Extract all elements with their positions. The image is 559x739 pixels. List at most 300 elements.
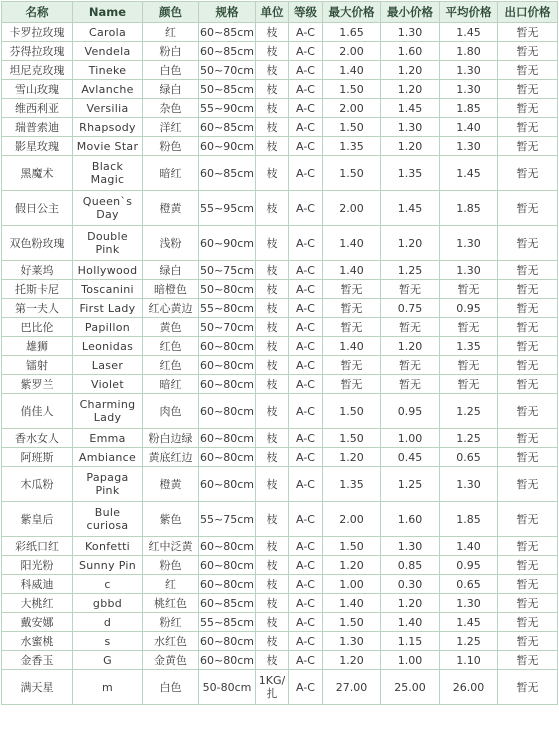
cell-unit: 枝 <box>256 61 289 80</box>
table-row <box>2 429 558 448</box>
cell-export-price: 暂无 <box>498 594 558 613</box>
cell-max-price: 1.35 <box>323 467 381 502</box>
table-row <box>2 575 558 594</box>
cell-name-en: c <box>73 575 143 594</box>
table-row <box>2 594 558 613</box>
cell-unit: 枝 <box>256 337 289 356</box>
cell-spec: 55~80cm <box>199 299 256 318</box>
cell-avg-price: 26.00 <box>440 670 498 705</box>
table-row <box>2 80 558 99</box>
cell-avg-price: 1.30 <box>440 137 498 156</box>
header-spec: 规格 <box>199 2 256 23</box>
cell-unit: 枝 <box>256 575 289 594</box>
cell-max-price: 1.40 <box>323 61 381 80</box>
cell-grade: A-C <box>289 280 323 299</box>
cell-grade: A-C <box>289 467 323 502</box>
cell-export-price: 暂无 <box>498 394 558 429</box>
cell-export-price: 暂无 <box>498 156 558 191</box>
cell-export-price: 暂无 <box>498 651 558 670</box>
table-row <box>2 556 558 575</box>
table-row <box>2 537 558 556</box>
cell-export-price: 暂无 <box>498 448 558 467</box>
cell-name-en: Movie Star <box>73 137 143 156</box>
cell-grade: A-C <box>289 356 323 375</box>
cell-color: 绿白 <box>143 80 199 99</box>
table-row <box>2 42 558 61</box>
cell-max-price: 暂无 <box>323 299 381 318</box>
cell-min-price: 1.60 <box>381 502 440 537</box>
cell-min-price: 1.45 <box>381 99 440 118</box>
cell-name-cn: 芬得拉玫瑰 <box>2 42 73 61</box>
table-row <box>2 226 558 261</box>
cell-color: 绿白 <box>143 261 199 280</box>
cell-color: 粉红 <box>143 613 199 632</box>
table-row <box>2 670 558 705</box>
cell-export-price: 暂无 <box>498 280 558 299</box>
cell-spec: 60~80cm <box>199 337 256 356</box>
cell-export-price: 暂无 <box>498 191 558 226</box>
cell-color: 紫色 <box>143 502 199 537</box>
cell-unit: 枝 <box>256 118 289 137</box>
cell-name-cn: 镭射 <box>2 356 73 375</box>
cell-name-cn: 金香玉 <box>2 651 73 670</box>
cell-min-price: 1.20 <box>381 594 440 613</box>
cell-name-cn: 雄狮 <box>2 337 73 356</box>
cell-avg-price: 1.45 <box>440 613 498 632</box>
cell-min-price: 1.15 <box>381 632 440 651</box>
cell-name-en: m <box>73 670 143 705</box>
cell-unit: 枝 <box>256 80 289 99</box>
cell-unit: 枝 <box>256 394 289 429</box>
cell-export-price: 暂无 <box>498 375 558 394</box>
cell-avg-price: 1.25 <box>440 429 498 448</box>
cell-spec: 60~80cm <box>199 575 256 594</box>
cell-max-price: 2.00 <box>323 502 381 537</box>
cell-name-en: G <box>73 651 143 670</box>
cell-name-cn: 紫罗兰 <box>2 375 73 394</box>
cell-avg-price: 1.80 <box>440 42 498 61</box>
cell-name-cn: 双色粉玫瑰 <box>2 226 73 261</box>
cell-max-price: 1.30 <box>323 632 381 651</box>
cell-name-cn: 托斯卡尼 <box>2 280 73 299</box>
cell-name-en: Carola <box>73 23 143 42</box>
cell-export-price: 暂无 <box>498 226 558 261</box>
cell-name-cn: 满天星 <box>2 670 73 705</box>
cell-unit: 枝 <box>256 191 289 226</box>
cell-color: 粉白 <box>143 42 199 61</box>
cell-name-en: Hollywood <box>73 261 143 280</box>
cell-unit: 枝 <box>256 137 289 156</box>
cell-name-en: Sunny Pin <box>73 556 143 575</box>
header-name-en: Name <box>73 2 143 23</box>
cell-max-price: 暂无 <box>323 280 381 299</box>
cell-spec: 50~85cm <box>199 80 256 99</box>
cell-name-en: Avlanche <box>73 80 143 99</box>
cell-spec: 60~80cm <box>199 632 256 651</box>
table-body <box>2 23 558 705</box>
cell-name-en: Tineke <box>73 61 143 80</box>
cell-export-price: 暂无 <box>498 299 558 318</box>
cell-min-price: 0.45 <box>381 448 440 467</box>
cell-export-price: 暂无 <box>498 137 558 156</box>
cell-grade: A-C <box>289 80 323 99</box>
table-row <box>2 318 558 337</box>
cell-avg-price: 1.30 <box>440 261 498 280</box>
flower-price-table <box>1 1 558 705</box>
cell-unit: 枝 <box>256 42 289 61</box>
cell-name-cn: 瑞普索迪 <box>2 118 73 137</box>
cell-color: 浅粉 <box>143 226 199 261</box>
cell-min-price: 1.00 <box>381 651 440 670</box>
cell-avg-price: 1.40 <box>440 118 498 137</box>
cell-name-cn: 假日公主 <box>2 191 73 226</box>
cell-unit: 枝 <box>256 356 289 375</box>
cell-name-cn: 卡罗拉玫瑰 <box>2 23 73 42</box>
cell-max-price: 1.50 <box>323 613 381 632</box>
cell-export-price: 暂无 <box>498 429 558 448</box>
cell-grade: A-C <box>289 137 323 156</box>
cell-min-price: 暂无 <box>381 280 440 299</box>
cell-unit: 枝 <box>256 156 289 191</box>
cell-name-en: Double Pink <box>73 226 143 261</box>
cell-name-cn: 大桃红 <box>2 594 73 613</box>
cell-name-en: Rhapsody <box>73 118 143 137</box>
cell-min-price: 1.30 <box>381 23 440 42</box>
cell-unit: 枝 <box>256 99 289 118</box>
cell-min-price: 0.95 <box>381 394 440 429</box>
cell-unit: 1KG/扎 <box>256 670 289 705</box>
table-row <box>2 502 558 537</box>
cell-name-en: gbbd <box>73 594 143 613</box>
cell-unit: 枝 <box>256 23 289 42</box>
cell-name-en: Queen`s Day <box>73 191 143 226</box>
cell-spec: 55~90cm <box>199 99 256 118</box>
cell-avg-price: 暂无 <box>440 375 498 394</box>
table-row <box>2 280 558 299</box>
cell-unit: 枝 <box>256 375 289 394</box>
cell-name-en: Charming Lady <box>73 394 143 429</box>
cell-export-price: 暂无 <box>498 23 558 42</box>
header-grade: 等级 <box>289 2 323 23</box>
table-row <box>2 156 558 191</box>
cell-max-price: 2.00 <box>323 191 381 226</box>
cell-grade: A-C <box>289 575 323 594</box>
cell-avg-price: 0.95 <box>440 299 498 318</box>
cell-min-price: 暂无 <box>381 356 440 375</box>
cell-name-en: Ambiance <box>73 448 143 467</box>
cell-max-price: 1.20 <box>323 556 381 575</box>
cell-max-price: 1.50 <box>323 80 381 99</box>
cell-grade: A-C <box>289 23 323 42</box>
cell-grade: A-C <box>289 42 323 61</box>
cell-unit: 枝 <box>256 261 289 280</box>
cell-grade: A-C <box>289 537 323 556</box>
cell-export-price: 暂无 <box>498 575 558 594</box>
cell-grade: A-C <box>289 670 323 705</box>
table-row <box>2 118 558 137</box>
cell-max-price: 1.20 <box>323 448 381 467</box>
table-row <box>2 261 558 280</box>
cell-export-price: 暂无 <box>498 118 558 137</box>
cell-name-en: Papaga Pink <box>73 467 143 502</box>
cell-name-en: Violet <box>73 375 143 394</box>
cell-name-en: Konfetti <box>73 537 143 556</box>
cell-export-price: 暂无 <box>498 556 558 575</box>
cell-name-cn: 雪山玫瑰 <box>2 80 73 99</box>
cell-avg-price: 0.65 <box>440 448 498 467</box>
table-row <box>2 651 558 670</box>
cell-min-price: 25.00 <box>381 670 440 705</box>
cell-export-price: 暂无 <box>498 80 558 99</box>
cell-name-cn: 香水女人 <box>2 429 73 448</box>
cell-max-price: 暂无 <box>323 318 381 337</box>
cell-unit: 枝 <box>256 467 289 502</box>
table-row <box>2 467 558 502</box>
cell-name-en: First Lady <box>73 299 143 318</box>
cell-name-en: s <box>73 632 143 651</box>
cell-grade: A-C <box>289 394 323 429</box>
cell-avg-price: 1.35 <box>440 337 498 356</box>
cell-min-price: 1.35 <box>381 156 440 191</box>
cell-color: 黄底红边 <box>143 448 199 467</box>
cell-min-price: 1.20 <box>381 337 440 356</box>
cell-color: 橙黄 <box>143 467 199 502</box>
table-row <box>2 299 558 318</box>
cell-export-price: 暂无 <box>498 467 558 502</box>
cell-export-price: 暂无 <box>498 632 558 651</box>
cell-grade: A-C <box>289 299 323 318</box>
cell-name-en: Black Magic <box>73 156 143 191</box>
cell-avg-price: 暂无 <box>440 356 498 375</box>
cell-color: 红中泛黄 <box>143 537 199 556</box>
cell-export-price: 暂无 <box>498 318 558 337</box>
cell-max-price: 1.50 <box>323 156 381 191</box>
cell-color: 暗橙色 <box>143 280 199 299</box>
header-max-price: 最大价格 <box>323 2 381 23</box>
cell-color: 红心黄边 <box>143 299 199 318</box>
cell-max-price: 27.00 <box>323 670 381 705</box>
table-row <box>2 137 558 156</box>
cell-spec: 60~80cm <box>199 394 256 429</box>
table-row <box>2 23 558 42</box>
cell-color: 桃红色 <box>143 594 199 613</box>
cell-color: 白色 <box>143 670 199 705</box>
cell-grade: A-C <box>289 156 323 191</box>
header-export-price: 出口价格 <box>498 2 558 23</box>
cell-export-price: 暂无 <box>498 537 558 556</box>
cell-unit: 枝 <box>256 299 289 318</box>
cell-spec: 60~80cm <box>199 448 256 467</box>
table-row <box>2 632 558 651</box>
cell-export-price: 暂无 <box>498 670 558 705</box>
cell-min-price: 1.20 <box>381 226 440 261</box>
cell-min-price: 1.45 <box>381 191 440 226</box>
cell-min-price: 1.25 <box>381 261 440 280</box>
cell-grade: A-C <box>289 448 323 467</box>
cell-spec: 60~80cm <box>199 429 256 448</box>
cell-avg-price: 1.85 <box>440 99 498 118</box>
cell-color: 粉色 <box>143 137 199 156</box>
header-color: 颜色 <box>143 2 199 23</box>
cell-min-price: 1.30 <box>381 118 440 137</box>
table-row <box>2 448 558 467</box>
cell-avg-price: 暂无 <box>440 318 498 337</box>
cell-color: 红色 <box>143 337 199 356</box>
table-row <box>2 337 558 356</box>
cell-avg-price: 1.30 <box>440 226 498 261</box>
table-row <box>2 61 558 80</box>
cell-avg-price: 1.40 <box>440 537 498 556</box>
cell-color: 洋红 <box>143 118 199 137</box>
cell-max-price: 1.20 <box>323 651 381 670</box>
cell-unit: 枝 <box>256 429 289 448</box>
cell-name-en: Laser <box>73 356 143 375</box>
cell-spec: 55~95cm <box>199 191 256 226</box>
cell-avg-price: 1.10 <box>440 651 498 670</box>
cell-color: 暗红 <box>143 375 199 394</box>
cell-name-cn: 俏佳人 <box>2 394 73 429</box>
cell-color: 红色 <box>143 356 199 375</box>
cell-export-price: 暂无 <box>498 61 558 80</box>
cell-spec: 50~70cm <box>199 61 256 80</box>
cell-export-price: 暂无 <box>498 502 558 537</box>
cell-min-price: 1.30 <box>381 537 440 556</box>
cell-max-price: 1.50 <box>323 429 381 448</box>
cell-grade: A-C <box>289 502 323 537</box>
cell-unit: 枝 <box>256 556 289 575</box>
cell-name-cn: 木瓜粉 <box>2 467 73 502</box>
cell-grade: A-C <box>289 375 323 394</box>
cell-grade: A-C <box>289 337 323 356</box>
cell-min-price: 1.25 <box>381 467 440 502</box>
header-min-price: 最小价格 <box>381 2 440 23</box>
cell-color: 粉色 <box>143 556 199 575</box>
header-unit: 单位 <box>256 2 289 23</box>
cell-spec: 60~80cm <box>199 537 256 556</box>
cell-export-price: 暂无 <box>498 261 558 280</box>
cell-grade: A-C <box>289 118 323 137</box>
cell-spec: 60~85cm <box>199 23 256 42</box>
cell-name-cn: 好莱坞 <box>2 261 73 280</box>
cell-grade: A-C <box>289 99 323 118</box>
cell-name-cn: 彩纸口红 <box>2 537 73 556</box>
cell-spec: 50-80cm <box>199 670 256 705</box>
cell-name-cn: 巴比伦 <box>2 318 73 337</box>
cell-export-price: 暂无 <box>498 99 558 118</box>
cell-min-price: 1.20 <box>381 80 440 99</box>
cell-name-cn: 水蜜桃 <box>2 632 73 651</box>
cell-name-cn: 阿班斯 <box>2 448 73 467</box>
cell-export-price: 暂无 <box>498 356 558 375</box>
cell-name-cn: 阳光粉 <box>2 556 73 575</box>
cell-spec: 50~75cm <box>199 261 256 280</box>
cell-unit: 枝 <box>256 537 289 556</box>
cell-unit: 枝 <box>256 318 289 337</box>
cell-max-price: 1.50 <box>323 537 381 556</box>
cell-avg-price: 暂无 <box>440 280 498 299</box>
cell-color: 黄色 <box>143 318 199 337</box>
cell-name-cn: 影星玫瑰 <box>2 137 73 156</box>
cell-color: 红 <box>143 575 199 594</box>
cell-color: 杂色 <box>143 99 199 118</box>
cell-grade: A-C <box>289 226 323 261</box>
cell-name-en: Papillon <box>73 318 143 337</box>
cell-spec: 60~80cm <box>199 556 256 575</box>
cell-unit: 枝 <box>256 594 289 613</box>
header-name-cn: 名称 <box>2 2 73 23</box>
cell-color: 红 <box>143 23 199 42</box>
cell-spec: 60~85cm <box>199 118 256 137</box>
cell-name-en: Versilia <box>73 99 143 118</box>
cell-spec: 50~70cm <box>199 318 256 337</box>
cell-spec: 60~80cm <box>199 375 256 394</box>
cell-color: 橙黄 <box>143 191 199 226</box>
cell-max-price: 1.40 <box>323 261 381 280</box>
cell-min-price: 暂无 <box>381 375 440 394</box>
cell-max-price: 1.35 <box>323 137 381 156</box>
cell-spec: 60~90cm <box>199 137 256 156</box>
cell-avg-price: 1.25 <box>440 632 498 651</box>
table-row <box>2 356 558 375</box>
cell-avg-price: 1.25 <box>440 394 498 429</box>
cell-unit: 枝 <box>256 651 289 670</box>
cell-max-price: 1.00 <box>323 575 381 594</box>
cell-spec: 60~80cm <box>199 356 256 375</box>
cell-color: 粉白边绿 <box>143 429 199 448</box>
cell-grade: A-C <box>289 594 323 613</box>
cell-min-price: 0.30 <box>381 575 440 594</box>
cell-max-price: 暂无 <box>323 356 381 375</box>
cell-name-cn: 戴安娜 <box>2 613 73 632</box>
cell-name-cn: 第一夫人 <box>2 299 73 318</box>
cell-name-cn: 紫皇后 <box>2 502 73 537</box>
cell-min-price: 1.60 <box>381 42 440 61</box>
cell-avg-price: 1.45 <box>440 156 498 191</box>
cell-color: 暗红 <box>143 156 199 191</box>
cell-avg-price: 1.30 <box>440 467 498 502</box>
table-row <box>2 191 558 226</box>
cell-name-cn: 黑魔术 <box>2 156 73 191</box>
cell-max-price: 1.40 <box>323 226 381 261</box>
cell-name-en: Toscanini <box>73 280 143 299</box>
cell-color: 白色 <box>143 61 199 80</box>
cell-grade: A-C <box>289 556 323 575</box>
cell-color: 金黄色 <box>143 651 199 670</box>
cell-grade: A-C <box>289 613 323 632</box>
cell-name-en: Bule curiosa <box>73 502 143 537</box>
cell-grade: A-C <box>289 651 323 670</box>
cell-name-en: Vendela <box>73 42 143 61</box>
cell-color: 肉色 <box>143 394 199 429</box>
cell-max-price: 2.00 <box>323 42 381 61</box>
cell-spec: 60~80cm <box>199 467 256 502</box>
table-row <box>2 613 558 632</box>
table-row <box>2 375 558 394</box>
cell-avg-price: 1.30 <box>440 80 498 99</box>
cell-name-cn: 坦尼克玫瑰 <box>2 61 73 80</box>
cell-avg-price: 1.85 <box>440 502 498 537</box>
cell-unit: 枝 <box>256 613 289 632</box>
header-avg-price: 平均价格 <box>440 2 498 23</box>
cell-name-cn: 科威迪 <box>2 575 73 594</box>
cell-avg-price: 1.30 <box>440 594 498 613</box>
cell-name-en: Leonidas <box>73 337 143 356</box>
cell-unit: 枝 <box>256 280 289 299</box>
cell-unit: 枝 <box>256 632 289 651</box>
cell-min-price: 1.00 <box>381 429 440 448</box>
cell-avg-price: 0.65 <box>440 575 498 594</box>
cell-grade: A-C <box>289 191 323 226</box>
